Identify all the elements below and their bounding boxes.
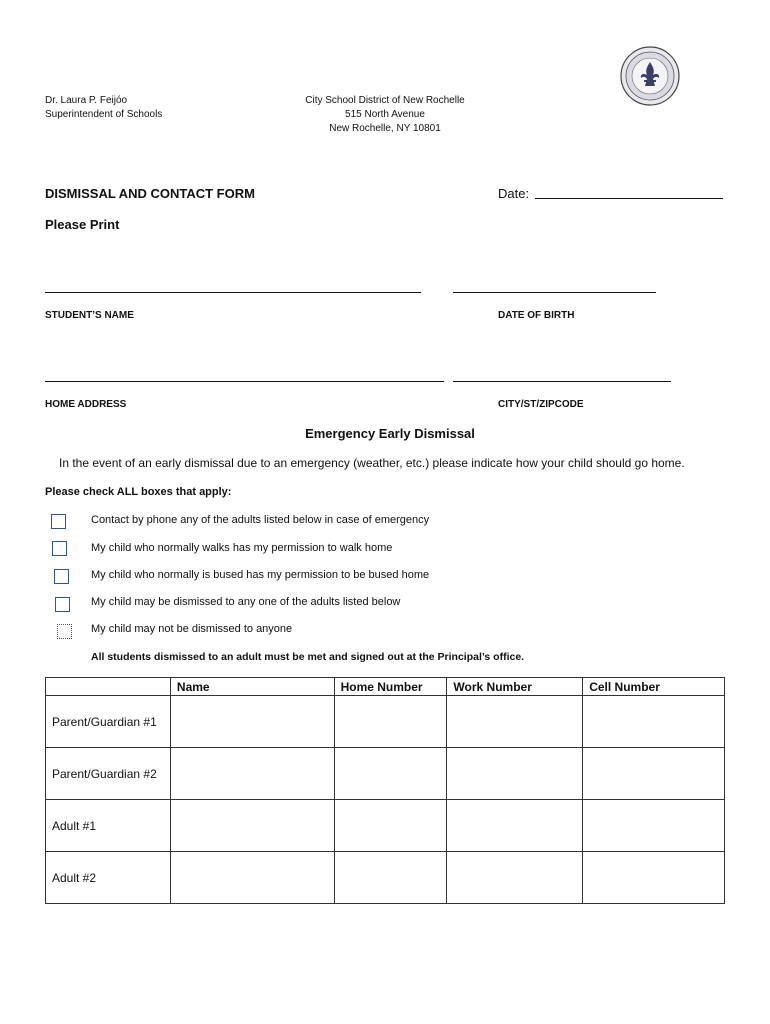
adult-2-work-cell[interactable] <box>447 852 583 904</box>
header-work-number: Work Number <box>447 678 583 696</box>
checkbox-contact-by-phone[interactable] <box>51 514 66 529</box>
adult-1-home-cell[interactable] <box>334 800 447 852</box>
superintendent-title: Superintendent of Schools <box>45 109 163 120</box>
district-name: City School District of New Rochelle <box>305 95 465 106</box>
checkbox-not-dismissed[interactable] <box>57 624 72 639</box>
check-instruction: Please check ALL boxes that apply: <box>45 486 232 498</box>
city-state-zip-field[interactable] <box>453 381 671 382</box>
header-home-number: Home Number <box>334 678 447 696</box>
option-not-dismissed: My child may not be dismissed to anyone <box>91 623 293 635</box>
contacts-table <box>45 677 725 904</box>
guardian-2-home-cell[interactable] <box>334 748 447 800</box>
emergency-heading: Emergency Early Dismissal <box>305 426 475 441</box>
guardian-2-name-cell[interactable] <box>170 748 334 800</box>
table-row <box>46 852 725 904</box>
adult-1-name-cell[interactable] <box>170 800 334 852</box>
superintendent-name: Dr. Laura P. Feijóo <box>45 95 128 106</box>
adult-1-cell-cell[interactable] <box>583 800 725 852</box>
city-state-zip-label: CITY/ST/ZIPCODE <box>498 399 584 410</box>
guardian-1-name-cell[interactable] <box>170 696 334 748</box>
row-label-guardian-2: Parent/Guardian #2 <box>46 748 171 800</box>
table-row <box>46 748 725 800</box>
date-label: Date: <box>498 186 530 201</box>
checkbox-bused-home[interactable] <box>54 569 69 584</box>
please-print: Please Print <box>45 217 120 232</box>
sign-out-note: All students dismissed to an adult must be met and signed out at the Principal’s office. <box>91 651 525 663</box>
header-cell-number: Cell Number <box>583 678 725 696</box>
emergency-intro: In the event of an early dismissal due to an emergency (weather, etc.) please indicate how your child should go home. <box>59 456 685 470</box>
guardian-2-work-cell[interactable] <box>447 748 583 800</box>
dob-label: DATE OF BIRTH <box>498 310 575 321</box>
header-name: Name <box>170 678 334 696</box>
header-blank <box>46 678 171 696</box>
row-label-adult-2: Adult #2 <box>46 852 171 904</box>
adult-1-work-cell[interactable] <box>447 800 583 852</box>
table-header-row <box>46 678 725 696</box>
adult-2-home-cell[interactable] <box>334 852 447 904</box>
option-contact-by-phone: Contact by phone any of the adults listed below in case of emergency <box>91 514 430 526</box>
option-bused-home: My child who normally is bused has my permission to be bused home <box>91 569 430 581</box>
guardian-2-cell-cell[interactable] <box>583 748 725 800</box>
adult-2-name-cell[interactable] <box>170 852 334 904</box>
student-name-label: STUDENT’S NAME <box>45 310 134 321</box>
table-row <box>46 800 725 852</box>
option-dismiss-to-adult: My child may be dismissed to any one of the adults listed below <box>91 596 401 608</box>
guardian-1-cell-cell[interactable] <box>583 696 725 748</box>
table-row <box>46 696 725 748</box>
guardian-1-work-cell[interactable] <box>447 696 583 748</box>
date-field[interactable] <box>535 198 723 199</box>
district-seal <box>620 46 680 106</box>
checkbox-walk-home[interactable] <box>52 541 67 556</box>
form-title: DISMISSAL AND CONTACT FORM <box>45 186 255 201</box>
home-address-label: HOME ADDRESS <box>45 399 127 410</box>
row-label-adult-1: Adult #1 <box>46 800 171 852</box>
row-label-guardian-1: Parent/Guardian #1 <box>46 696 171 748</box>
home-address-field[interactable] <box>45 381 444 382</box>
option-walk-home: My child who normally walks has my permission to walk home <box>91 542 393 554</box>
checkbox-dismiss-to-adult[interactable] <box>55 597 70 612</box>
district-street: 515 North Avenue <box>345 109 425 120</box>
guardian-1-home-cell[interactable] <box>334 696 447 748</box>
district-city: New Rochelle, NY 10801 <box>329 123 441 134</box>
dob-field[interactable] <box>453 292 656 293</box>
student-name-field[interactable] <box>45 292 421 293</box>
adult-2-cell-cell[interactable] <box>583 852 725 904</box>
